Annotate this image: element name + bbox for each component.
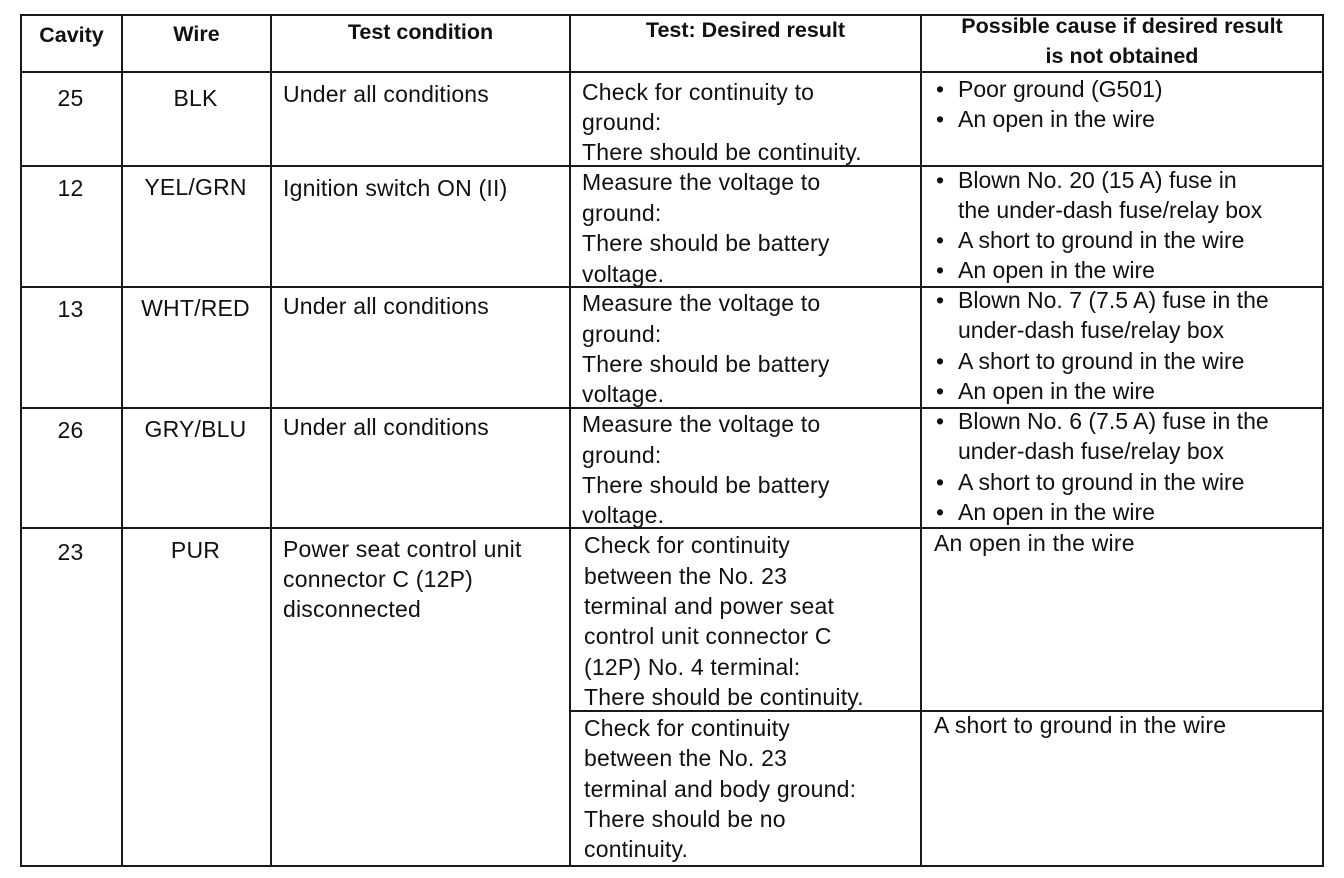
row3-cause-item1: • Blown No. 7 (7.5 A) fuse in the [936, 285, 1269, 315]
bullet-icon: • [936, 469, 945, 495]
row2-result-line4: voltage. [582, 261, 665, 287]
row3-wire: WHT/RED [141, 295, 250, 321]
header-wire: Wire [173, 22, 220, 46]
row1-result-line3: There should be continuity. [582, 139, 862, 165]
row2-result-line2: ground: [582, 200, 662, 226]
bullet-icon: • [936, 499, 945, 525]
header-possible-cause-line2: is not obtained [1045, 44, 1199, 68]
row2-wire: YEL/GRN [144, 174, 247, 200]
row4-wire: GRY/BLU [144, 416, 247, 442]
bullet-icon: • [936, 167, 945, 193]
bullet-icon: • [936, 287, 945, 313]
row5b-cause: A short to ground in the wire [934, 712, 1227, 738]
row5b-result-line3: terminal and body ground: [584, 776, 857, 802]
row5a-result-line1: Check for continuity [584, 532, 790, 558]
header-test-condition: Test condition [347, 20, 494, 44]
row3-cause-item2: • A short to ground in the wire [936, 346, 1244, 376]
row5b-result-line4: There should be no [584, 806, 786, 832]
row-divider-header [20, 71, 1324, 73]
row4-result-line1: Measure the voltage to [582, 411, 821, 437]
row5a-result-line2: between the No. 23 [584, 563, 788, 589]
row5a-result-line4: control unit connector C [584, 623, 832, 649]
table-border-right [1322, 14, 1324, 867]
row4-cause-item1-cont: under-dash fuse/relay box [958, 438, 1224, 464]
row4-cavity: 26 [57, 417, 84, 443]
bullet-icon: • [936, 76, 945, 102]
row5a-result-line5: (12P) No. 4 terminal: [584, 654, 801, 680]
row5a-result-line6: There should be continuity. [584, 684, 864, 710]
row1-cause-item2: • An open in the wire [936, 104, 1155, 134]
row1-result-line1: Check for continuity to [582, 79, 815, 105]
row4-condition-line1: Under all conditions [283, 414, 490, 440]
row2-cause-item2: • A short to ground in the wire [936, 225, 1244, 255]
bullet-icon: • [936, 408, 945, 434]
row2-condition-line1: Ignition switch ON (II) [283, 175, 508, 201]
row2-cavity: 12 [57, 175, 84, 201]
table-border-bottom [22, 865, 1324, 867]
row2-result-line1: Measure the voltage to [582, 169, 821, 195]
row5-condition-line1: Power seat control unit [283, 536, 522, 562]
bullet-icon: • [936, 106, 945, 132]
row2-cause-item3: • An open in the wire [936, 255, 1155, 285]
row5a-result-line3: terminal and power seat [584, 593, 835, 619]
row4-cause-item3: • An open in the wire [936, 497, 1155, 527]
row1-wire: BLK [173, 85, 218, 111]
bullet-icon: • [936, 227, 945, 253]
row1-cavity: 25 [57, 85, 84, 111]
row4-result-line2: ground: [582, 442, 662, 468]
row3-condition-line1: Under all conditions [283, 293, 490, 319]
row5b-result-line1: Check for continuity [584, 715, 790, 741]
row1-result-line2: ground: [582, 109, 662, 135]
row5-wire: PUR [170, 537, 221, 563]
row3-result-line2: ground: [582, 321, 662, 347]
row2-cause-item1-cont: the under-dash fuse/relay box [958, 197, 1263, 223]
row4-cause-item2: • A short to ground in the wire [936, 467, 1244, 497]
bullet-icon: • [936, 257, 945, 283]
row5-condition-line2: connector C (12P) [283, 566, 474, 592]
col-divider-2 [270, 14, 272, 867]
row4-cause-item1: • Blown No. 6 (7.5 A) fuse in the [936, 406, 1269, 436]
bullet-icon: • [936, 378, 945, 404]
row1-cause-item1: • Poor ground (G501) [936, 74, 1163, 104]
row3-cavity: 13 [57, 296, 84, 322]
row2-result-line3: There should be battery [582, 230, 830, 256]
bullet-icon: • [936, 348, 945, 374]
row4-result-line4: voltage. [582, 502, 665, 528]
row5a-cause: An open in the wire [934, 530, 1135, 556]
header-possible-cause-line1: Possible cause if desired result [961, 14, 1283, 38]
header-desired-result: Test: Desired result [645, 18, 846, 42]
row3-cause-item3: • An open in the wire [936, 376, 1155, 406]
header-cavity: Cavity [39, 23, 104, 47]
row3-result-line3: There should be battery [582, 351, 830, 377]
row1-condition-line1: Under all conditions [283, 81, 490, 107]
row3-result-line4: voltage. [582, 381, 665, 407]
col-divider-4 [920, 14, 922, 867]
row3-result-line1: Measure the voltage to [582, 290, 821, 316]
col-divider-3 [569, 14, 571, 867]
row5b-result-line2: between the No. 23 [584, 745, 788, 771]
row3-cause-item1-cont: under-dash fuse/relay box [958, 317, 1224, 343]
row4-result-line3: There should be battery [582, 472, 830, 498]
row2-cause-item1: • Blown No. 20 (15 A) fuse in [936, 165, 1237, 195]
row5-cavity: 23 [57, 539, 84, 565]
row5-condition-line3: disconnected [283, 596, 421, 622]
row5b-result-line5: continuity. [584, 836, 689, 862]
